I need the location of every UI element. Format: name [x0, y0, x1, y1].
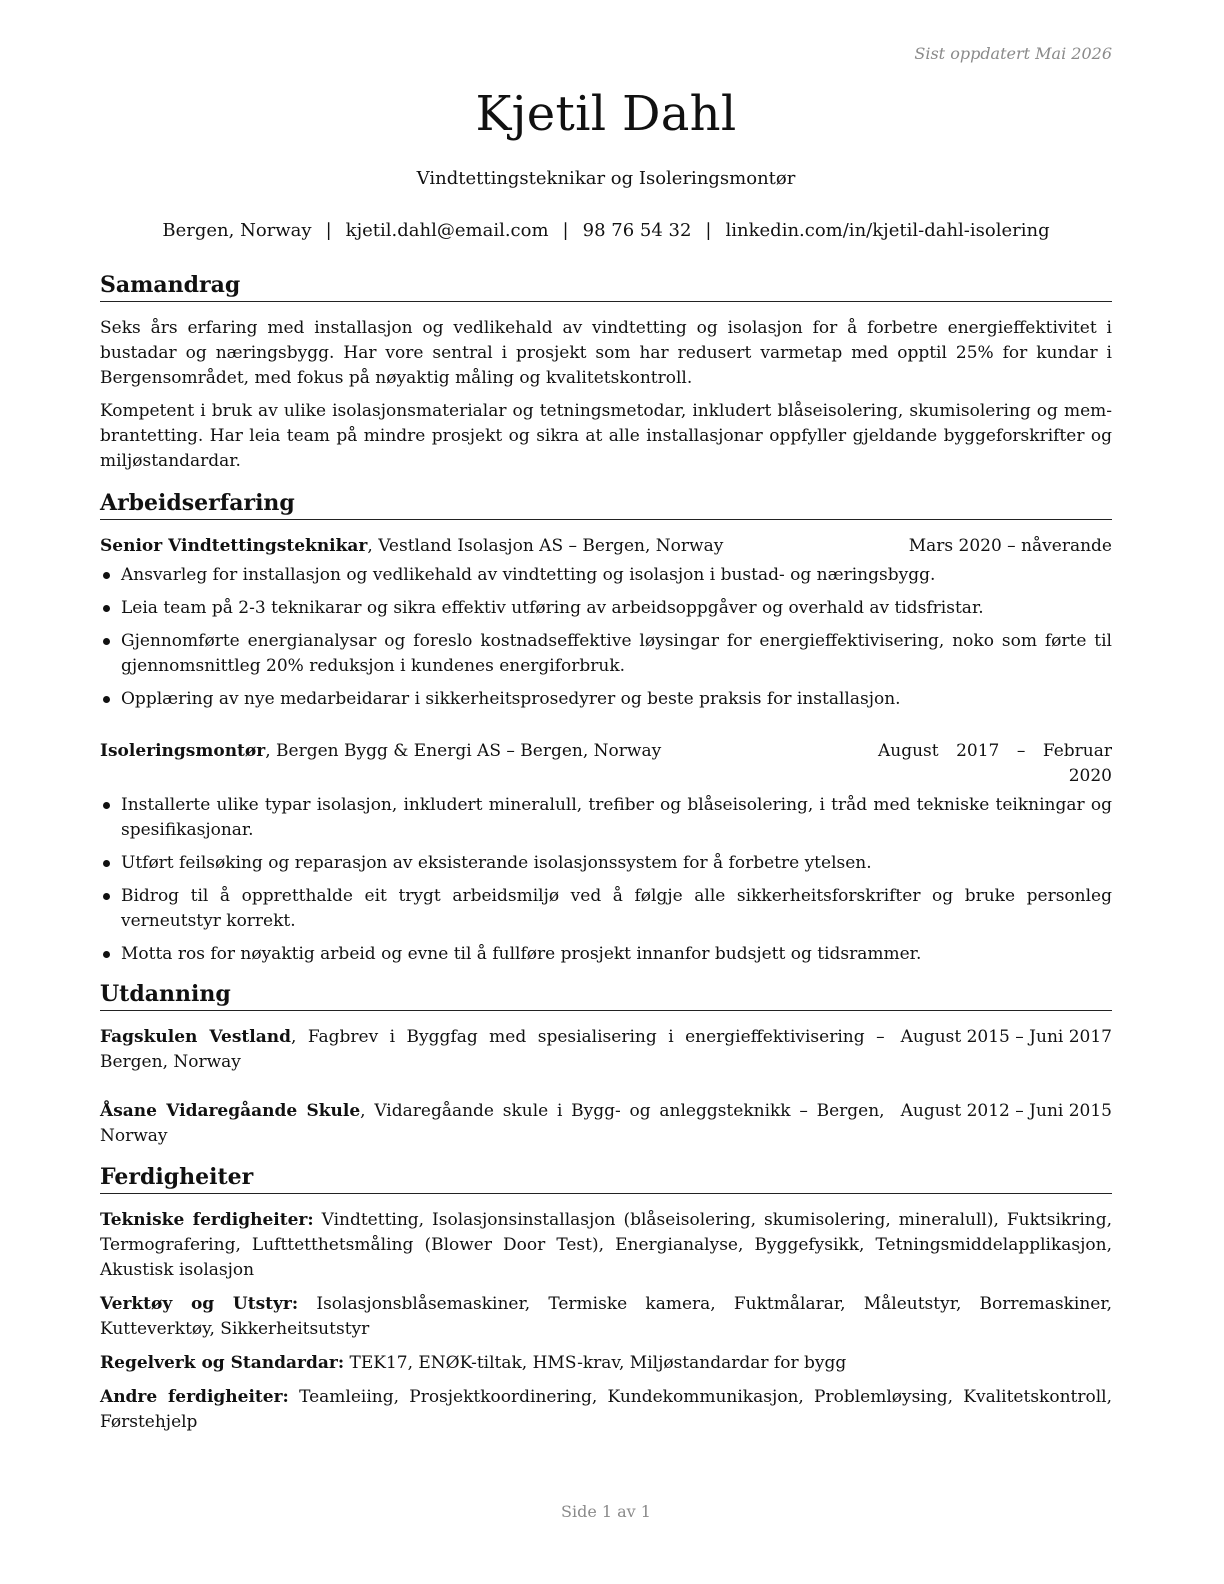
job-entry — [100, 534, 1112, 712]
job-company: , Bergen Bygg & Energi AS – Bergen, Norway — [265, 741, 662, 761]
section-heading: Utdanning — [100, 980, 1112, 1011]
skill-text: TEK17, ENØK-tiltak, HMS-krav, Miljøstandardar for bygg — [344, 1353, 847, 1373]
skill-group — [100, 1208, 1112, 1283]
last-updated: Sist oppdatert Mai 2026 — [914, 44, 1112, 63]
bullet-item: Motta ros for nøyaktig arbeid og evne til å fullføre prosjekt innanfor budsjett og tidsrammer. — [100, 942, 1112, 967]
person-name: Kjetil Dahl — [475, 86, 737, 142]
section-heading: Ferdigheiter — [100, 1163, 1112, 1194]
bullet-icon — [103, 572, 110, 579]
location: Bergen, Norway — [162, 220, 312, 241]
bullet-icon — [103, 605, 110, 612]
resume-page — [100, 0, 1112, 1584]
skill-label: Regelverk og Standardar: — [100, 1353, 345, 1373]
education-dates: August 2012 – Juni 2015 — [900, 1101, 1112, 1121]
bullet-item: Bidrog til å oppretthalde eit trygt arbeidsmiljø ved å følgje alle sikkerheitsforskrifter og bruke personleg verneutstyr korrekt. — [100, 884, 1112, 934]
job-dates: August 2017 – Februar 2020 — [878, 741, 1112, 786]
job-company: , Vestland Isolasjon AS – Bergen, Norway — [367, 536, 724, 556]
job-role: Senior Vindtettingsteknikar — [100, 536, 368, 556]
skill-label: Andre ferdigheiter: — [100, 1387, 289, 1407]
bullet-icon — [103, 860, 110, 867]
skill-label: Verktøy og Utstyr: — [100, 1294, 299, 1314]
school-detail: , Fagbrev i Byggfag med spesialisering i energieffektivisering – Bergen, Norway — [100, 1027, 885, 1072]
separator: | — [325, 220, 332, 241]
skill-group — [100, 1385, 1112, 1435]
job-header — [100, 739, 1112, 789]
skill-text: Teamleiing, Prosjektkoordinering, Kundekommunikasjon, Problemløysing, Kvalitetskontroll, Førstehjelp — [100, 1387, 1112, 1432]
skill-text: Isolasjonsblåsemaskiner, Termiske kamera, Fuktmålarar, Måleutstyr, Borremaskiner, Kutteverktøy, Sikkerheitsutstyr — [100, 1294, 1112, 1339]
school-name: Fagskulen Vestland — [100, 1027, 291, 1047]
section-heading: Arbeidserfaring — [100, 489, 1112, 520]
bullet-item: Leia team på 2-3 teknikarar og sikra effektiv utføring av arbeidsoppgåver og overhald av tidsfristar. — [100, 596, 1112, 621]
job-dates: Mars 2020 – nåverande — [908, 536, 1112, 556]
bullet-icon — [103, 802, 110, 809]
summary-paragraph: Seks års erfaring med installasjon og vedlikehald av vindtetting og isolasjon for å forbetre energieffektivitet i bustadar og næringsbygg. Har vore sentral i prosjekt som har redusert varmetap med opptil 25% for kundar i Bergensområdet, med fokus på nøyaktig måling og kvalitetskontroll. — [100, 318, 1112, 388]
skills-section — [100, 1163, 1112, 1435]
separator: | — [562, 220, 569, 241]
job-bullets — [100, 793, 1112, 967]
bullet-icon — [103, 638, 110, 645]
bullet-icon — [103, 696, 110, 703]
summary-section — [100, 271, 1112, 474]
skill-group — [100, 1351, 1112, 1376]
page-number: Side 1 av 1 — [561, 1502, 651, 1521]
summary-paragraph: Kompetent i bruk av ulike isolasjonsmaterialar og tetningsmetodar, inkludert blåseisolering, skumisolering og membrantetting. Har leia team på mindre prosjekt og sikra at alle installasjonar oppfyller gjeldande byggeforskrifter og miljøstandardar. — [100, 401, 1112, 471]
skill-label: Tekniske ferdigheiter: — [100, 1210, 314, 1230]
school-name: Åsane Vidaregåande Skule — [100, 1101, 361, 1121]
bullet-item: Opplæring av nye medarbeidarar i sikkerheitsprosedyrer og beste praksis for installasjon. — [100, 687, 1112, 712]
education-entry — [100, 1025, 1112, 1075]
bullet-item: Ansvarleg for installasjon og vedlikehald av vindtetting og isolasjon i bustad- og næringsbygg. — [100, 563, 1112, 588]
bullet-icon — [103, 951, 110, 958]
job-role: Isoleringsmontør — [100, 741, 266, 761]
section-heading: Samandrag — [100, 271, 1112, 302]
education-entry — [100, 1099, 1112, 1149]
separator: | — [705, 220, 712, 241]
bullet-item: Installerte ulike typar isolasjon, inkludert mineralull, trefiber og blåseisolering, i tråd med tekniske teikningar og spesifikasjonar. — [100, 793, 1112, 843]
contact-line — [100, 220, 1112, 241]
school-detail: , Vidaregåande skule i Bygg- og anleggsteknikk – Bergen, Norway — [100, 1101, 885, 1146]
job-header — [100, 534, 1112, 559]
bullet-item: Utført feilsøking og reparasjon av eksisterande isolasjonssystem for å forbetre ytelsen. — [100, 851, 1112, 876]
bullet-icon — [103, 893, 110, 900]
job-title: Vindtettingsteknikar og Isoleringsmontør — [416, 168, 796, 189]
job-entry — [100, 739, 1112, 967]
skill-group — [100, 1292, 1112, 1342]
experience-section — [100, 489, 1112, 967]
linkedin-link[interactable]: linkedin.com/in/kjetil-dahl-isolering — [725, 220, 1050, 241]
education-dates: August 2015 – Juni 2017 — [900, 1027, 1112, 1047]
email-link[interactable]: kjetil.dahl@email.com — [345, 220, 549, 241]
education-section — [100, 980, 1112, 1149]
phone: 98 76 54 32 — [582, 220, 692, 241]
skill-text: Vindtetting, Isolasjonsinstallasjon (blåseisolering, skumisolering, mineralull), Fuktsikring, Termografering, Lufttetthetsmåling (Blower Door Test), Energianalyse, Byggefysikk, Tetningsmiddelapplikasjon, Akustisk isolasjon — [100, 1210, 1112, 1280]
bullet-item: Gjennomførte energianalysar og foreslo kostnadseffektive løysingar for energieffektivisering, noko som førte til gjennomsnittleg 20% reduksjon i kundenes energiforbruk. — [100, 629, 1112, 679]
job-bullets — [100, 563, 1112, 712]
